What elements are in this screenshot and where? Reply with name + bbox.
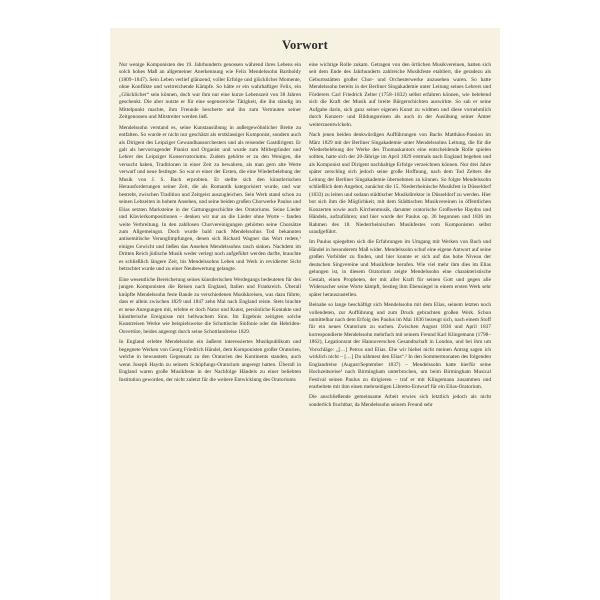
paragraph: Eine wesentliche Bereicherung seines künstlerischen Werdegangs bedeuteten für den jungen Komponisten die Reisen nach England, Italien und Frankreich. Überall knüpfte Mendelssohn feste Bande zu verschiedenen Musikkreisen, was dazu führte, dass er allein zwischen 1829 und 1847 zehn Mal nach England reiste. Stets brachte er neue Anregungen mit, erlebte er doch Natur und Kunst, persönliche Kontakte und künstlerische Ereignisse mit hellwachem Sinn. Im Ergebnis zeitigten solche Kunstreisen Werke wie beispielsweise die Schottische Sinfonie oder die Hebriden-Ouvertüre, beides angeregt durch seine Schottlandreise 1829.: [119, 276, 301, 335]
paragraph: Die anschließende gemeinsame Arbeit erwies sich letztlich jedoch als nicht sonderlich fruchtbar, da Mendelssohn seinem Freund sehr: [309, 394, 491, 408]
left-column: [119, 62, 301, 412]
paragraph: Nur wenige Komponisten des 19. Jahrhunderts genossen während ihres Lebens ein solch hohes Maß an allgemeiner Anerkennung wie Felix Mendelssohn Bartholdy (1809–1847). Sein Leben verlief glänzend, voller Erfolge und glücklicher Momente, ohne Konflikte und weitreichende Kämpfe. So hätte er ein wahrhaftiger Felix, ein „Glücklicher“ sein können, doch war ihm nur eine kurze Lebenszeit von 38 Jahren geschenkt. Die aber nutzte er für eine segensreiche Tätigkeit, die ihn ständig im Mittelpunkt machte, ihm Freunde bescherte und ihn zum Vertrauten seiner Zeitgenossen und Mitstreiter werden ließ.: [119, 62, 301, 121]
text-columns: [119, 62, 491, 412]
paragraph: Beinahe so lange beschäftigt sich Mendelssohn mit dem Elias, seinem letzten noch vollendeten, zur Aufführung und zum Druck gebrachten großen Werk. Schon unmittelbar nach dem Erfolg des Paulus im Mai 1836 bezeugt sich, nach einem Stoff für ein neues Oratorium zu suchen. Zwischen August 1836 und April 1837 korrespondierte Mendelssohn mehrfach mit seinem Freund Karl Klingemann (1798–1862), Legationsrat der Hannoverschen Gesandtschaft in London, und bei ihm um Vorschläge: „[…] Petrus und Elias. Ehe wir hiebei nicht meinen Antrag sagen ich wirklich nicht – […] Du nähmest den Elias“.² In den Sommermonaten des folgenden Englandreise (August/September 1837) – Mendelssohn hatte hierfür seine Hochzeitsreise³ nach Birmingham unterbrochen, um beim Birmingham Musical Festival seinen Paulus zu dirigieren – traf er mit Klingemann zusammen und erarbeitete mit ihm einen mehrseitigen Libretto-Entwurf für ein Elias-Oratorium.: [309, 302, 491, 391]
right-column: [309, 62, 491, 412]
book-page: [110, 28, 500, 600]
paragraph: Im Paulus spiegelten sich die Erfahrungen im Umgang mit Werken von Bach und Händel in besonderem Maß wider. Mendelssohn schuf eine eigene Antwort auf seine großen Vorbilder zu finden, und hier konnte er sich auf das hohe Niveau der deutschen Singvereine und Musikfeste berufen. Wie viel mehr ihm dies im Elias gelungen ist, in diesem Oratorium zeigte Mendelssohn eine charakteristische Gestalt, einen Propheten, der mit aller Kraft für seinen Gott und gegen alle Widersacher seine Worte kämpft, bestieg ihm Ebensiegel in einem ersten Werk sehr später herauszustellen.: [309, 239, 491, 298]
paragraph: In England erlebte Mendelssohn ein äußerst interessiertes Musikpublikum und begegnete Werken von Georg Friedrich Händel, dem Komponisten großer Oratorien, welche in bewusstem Gegensatz zu den Oratorien des Kontinents standen, auch wenn Joseph Haydn zu seinem Schöpfungs-Oratorium angeregt hatten. Überall in England waren große Musikfeste in der Nachfolge Händels zu einer beliebten Institution geworden, der nicht zuletzt für die weitere Entwicklung des Oratoriums: [119, 339, 301, 383]
paragraph: eine wichtige Rolle zukam. Getragen von den örtlichen Musikvereinen, hatten sich seit dem Ende des Jahrhunderts zahlreiche Musikfeste etabliert, die geradezu als Geburtsstätten großer Chor- und Orchesterwerke anzusehen waren. So hatte Mendelssohn bereits in der Berliner Singakademie unter Leitung seines Lehrers und Förderers Carl Friedrich Zelter (1758–1832) selbst erfahren können, wie belebend sich die Kraft der Musik auf breite Bürgerschichten auswirkte. So sah er seine Aufgabe darin, sich ganz seiner eigenen Kunst zu widmen und diese vornehmlich durch Konzert- und Bildungsreisen als auch in der Ausübung seiner Ämter weiterzuentwickeln.: [309, 62, 491, 128]
paragraph: Mendelssohn verstand es, seine Kunstausübung in außergewöhnlicher Breite zu entfalten. So wurde er nicht nur geschätzt als erstklassiger Komponist, sondern auch als Dirigent des Leipziger Gewandhausorchesters und als reisender Gastdirigent. Er galt als hervorragender Pianist und Organist und wurde zum Mitbegründer und Lehrer des Leipziger Konservatoriums. Zudem gehörte er zu den Wenigen, die versucht haben, Traditionen in einer Zeit zu bewahren, als man gern alte Werte verwarf und neue festlegte. So war er einer der Ersten, die eine Wiederbelebung der Musik von J. S. Bach erprobten. Er stellte sich den künstlerischen Herausforderungen seiner Zeit, die als Romantik kategorisiert wurde, und war bestrebt, zwischen Tradition und Zeitgeist auszugleichen. Sein Werk stand schon zu seinen Lebzeiten in hohem Ansehen, und seine beiden großen Chorwerke Paulus und Elias setzten Marksteine in der Gattungsgeschichte des Oratoriums. Seine Lieder und Klavierkompositionen – denken wir nur an die Lieder ohne Worte – fanden weite Verbreitung. In den zahllosen Chorvereinigungen gehörten seine Chorsätze zum Allgemeingut. Doch wurde bald nach Mendelssohns Tod bekannten antisemitische Verunglimpfungen, denen sich Richard Wagner das Wort redete,¹ einiges Gewicht und ließen das Ansehen Mendelssohns rasch sinken. Nachdem im Dritten Reich jüdische Musik weder verlegt noch aufgeführt werden durfte, brauchte es schließlich längere Zeit, bis Mendelssohns Leben und Werk in revidierter Sicht betrachtet wurde und zu einer Neubewertung gelangte.: [119, 124, 301, 273]
paragraph: Nach jenen beiden denkwürdigen Aufführungen von Bachs Matthäus-Passion im März 1829 mit der Berliner Singakademie unter Mendelssohns Leitung, die für die Wiederbelebung der Werke des Thomaskantors eine entscheidende Rolle spielen sollten, hatte sich der 20-Jährige im April 1829 erstmals nach England begeben und als Komponist und Dirigent nachhaltige Erfolge verzeichnen können. Nur drei Jahre später zerschlug sich jedoch seine große Hoffnung, nach dem Tod Zelters die Leitung der Berliner Singakademie übernehmen zu können. So folgte Mendelssohn schließlich dem Angebot, zunächst die 15. Niederrheinische Musikfest in Düsseldorf (1833) zu leiten und sodann städtischer Musikdirektor in Düsseldorf zu werden. Hier bot sich ihm die Möglichkeit, mit dem Städtischen Musikvereinen in öffentlichen Konzerten sowie auch Kirchenmusik, darunter oratorische Großwerke Haydns und Händels, aufzuführen; und hier wurde der Paulus op. 36 begonnen und 1836 im Rahmen des 18. Niederrheinischen Musikfestes vom Komponisten selbst uraufgeführt.: [309, 132, 491, 235]
page-title: Vorwort: [281, 38, 329, 52]
